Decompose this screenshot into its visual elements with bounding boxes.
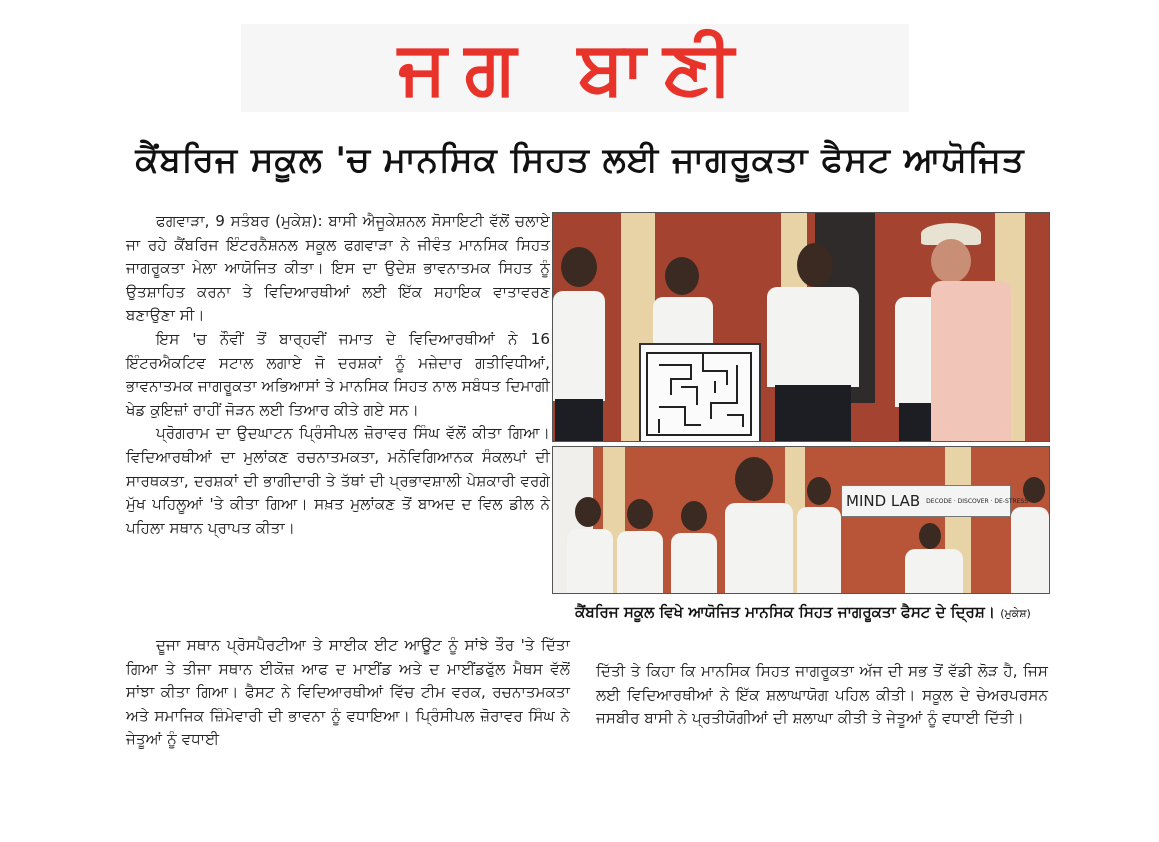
photo-caption <box>556 601 1050 625</box>
photo-caption-text: ਕੈਂਬਰਿਜ ਸਕੂਲ ਵਿਖੇ ਆਯੋਜਿਤ ਮਾਨਸਿਕ ਸਿਹਤ ਜਾਗਰੂਕਤਾ ਫੈਸਟ ਦੇ ਦ੍ਰਿਸ਼। <box>575 603 995 621</box>
masthead-title: ਜਗ ਬਾਣੀ <box>398 25 752 111</box>
article-column-left <box>126 210 550 540</box>
article-paragraph-1: ਫਗਵਾੜਾ, 9 ਸਤੰਬਰ (ਮੁਕੇਸ਼): ਬਾਸੀ ਐਜੂਕੇਸ਼ਨਲ ਸੋਸਾਇਟੀ ਵੱਲੋਂ ਚਲਾਏ ਜਾ ਰਹੇ ਕੈਂਬਰਿਜ ਇੰਟਰਨੈਸ਼ਨਲ ਸਕੂਲ ਫਗਵਾੜਾ ਨੇ ਜੀਵੰਤ ਮਾਨਸਿਕ ਸਿਹਤ ਜਾਗਰੂਕਤਾ ਮੇਲਾ ਆਯੋਜਿਤ ਕੀਤਾ। ਇਸ ਦਾ ਉਦੇਸ਼ ਭਾਵਨਾਤਮਕ ਸਿਹਤ ਨੂੰ ਉਤਸ਼ਾਹਿਤ ਕਰਨਾ ਤੇ ਵਿਦਿਆਰਥੀਆਂ ਲਈ ਇੱਕ ਸਹਾਇਕ ਵਾਤਾਵਰਣ ਬਣਾਉਣਾ ਸੀ। <box>126 212 550 325</box>
article-paragraph-4: ਦੂਜਾ ਸਥਾਨ ਪ੍ਰੋਸਪੈਰਟੀਆ ਤੇ ਸਾਈਕ ਈਟ ਆਊਟ ਨੂੰ ਸਾਂਝੇ ਤੌਰ 'ਤੇ ਦਿੱਤਾ ਗਿਆ ਤੇ ਤੀਜਾ ਸਥਾਨ ਈਕੋਜ਼ ਆਫ ਦ ਮਾਈਂਡ ਅਤੇ ਦ ਮਾਈਂਡਫੁੱਲ ਮੈਥਸ ਵੱਲੋਂ ਸਾਂਝਾ ਕੀਤਾ ਗਿਆ। ਫੈਸਟ ਨੇ ਵਿਦਿਆਰਥੀਆਂ ਵਿੱਚ ਟੀਮ ਵਰਕ, ਰਚਨਾਤਮਕਤਾ ਅਤੇ ਸਮਾਜਿਕ ਜ਼ਿੰਮੇਵਾਰੀ ਦੀ ਭਾਵਨਾ ਨੂੰ ਵਧਾਇਆ। ਪ੍ਰਿੰਸੀਪਲ ਜ਼ੋਰਾਵਰ ਸਿੰਘ ਨੇ ਜੇਤੂਆਂ ਨੂੰ ਵਧਾਈ <box>126 636 570 749</box>
mind-lab-sign <box>841 485 1029 517</box>
article-paragraph-2: ਇਸ 'ਚ ਨੌਵੀਂ ਤੋਂ ਬਾਰ੍ਹਵੀਂ ਜਮਾਤ ਦੇ ਵਿਦਿਆਰਥੀਆਂ ਨੇ 16 ਇੰਟਰਐਕਟਿਵ ਸਟਾਲ ਲਗਾਏ ਜੋ ਦਰਸ਼ਕਾਂ ਨੂੰ ਮਜ਼ੇਦਾਰ ਗਤੀਵਿਧੀਆਂ, ਭਾਵਨਾਤਮਕ ਜਾਗਰੂਕਤਾ ਅਭਿਆਸਾਂ ਤੇ ਮਾਨਸਿਕ ਸਿਹਤ ਨਾਲ ਸਬੰਧਤ ਦਿਮਾਗੀ ਖੇਡ ਕੁਇਜ਼ਾਂ ਰਾਹੀਂ ਜੋੜਨ ਲਈ ਤਿਆਰ ਕੀਤੇ ਗਏ ਸਨ। <box>126 329 550 419</box>
mind-lab-sign-title: MIND LAB <box>846 492 921 510</box>
article-column-bottom-right <box>596 660 1048 731</box>
article-paragraph-3: ਪ੍ਰੋਗਰਾਮ ਦਾ ਉਦਘਾਟਨ ਪ੍ਰਿੰਸੀਪਲ ਜ਼ੋਰਾਵਰ ਸਿੰਘ ਵੱਲੋਂ ਕੀਤਾ ਗਿਆ। ਵਿਦਿਆਰਥੀਆਂ ਦਾ ਮੁਲਾਂਕਣ ਰਚਨਾਤਮਕਤਾ, ਮਨੋਵਿਗਿਆਨਕ ਸੰਕਲਪਾਂ ਦੀ ਸਾਰਥਕਤਾ, ਦਰਸ਼ਕਾਂ ਦੀ ਭਾਗੀਦਾਰੀ ਤੇ ਤੱਥਾਂ ਦੀ ਪ੍ਰਭਾਵਸ਼ਾਲੀ ਪੇਸ਼ਕਾਰੀ ਵਰਗੇ ਮੁੱਖ ਪਹਿਲੂਆਂ 'ਤੇ ਕੀਤਾ ਗਿਆ। ਸਖ਼ਤ ਮੁਲਾਂਕਣ ਤੋਂ ਬਾਅਦ ਦ ਵਿਲ ਡੀਲ ਨੇ ਪਹਿਲਾ ਸਥਾਨ ਪ੍ਰਾਪਤ ਕੀਤਾ। <box>126 424 550 537</box>
maze-icon <box>641 345 759 442</box>
news-photo-top <box>552 212 1050 442</box>
mind-lab-sign-subtitle: DECODE · DISCOVER · DE-STRESS <box>926 497 1029 505</box>
headline: ਕੈਂਬਰਿਜ ਸਕੂਲ 'ਚ ਮਾਨਸਿਕ ਸਿਹਤ ਲਈ ਜਾਗਰੂਕਤਾ ਫੈਸਟ ਆਯੋਜਿਤ <box>135 140 1025 180</box>
photo-credit: (ਮੁਕੇਸ਼) <box>1000 607 1031 620</box>
article-column-bottom-left <box>126 634 570 752</box>
article-paragraph-5: ਦਿੱਤੀ ਤੇ ਕਿਹਾ ਕਿ ਮਾਨਸਿਕ ਸਿਹਤ ਜਾਗਰੂਕਤਾ ਅੱਜ ਦੀ ਸਭ ਤੋਂ ਵੱਡੀ ਲੋੜ ਹੈ, ਜਿਸ ਲਈ ਵਿਦਿਆਰਥੀਆਂ ਨੇ ਇੱਕ ਸ਼ਲਾਘਾਯੋਗ ਪਹਿਲ ਕੀਤੀ। ਸਕੂਲ ਦੇ ਚੇਅਰਪਰਸਨ ਜਸਬੀਰ ਬਾਸੀ ਨੇ ਪ੍ਰਤੀਯੋਗੀਆਂ ਦੀ ਸ਼ਲਾਘਾ ਕੀਤੀ ਤੇ ਜੇਤੂਆਂ ਨੂੰ ਵਧਾਈ ਦਿੱਤੀ। <box>596 662 1048 728</box>
maze-board <box>639 343 761 442</box>
news-photo-bottom <box>552 446 1050 594</box>
masthead <box>241 24 909 112</box>
